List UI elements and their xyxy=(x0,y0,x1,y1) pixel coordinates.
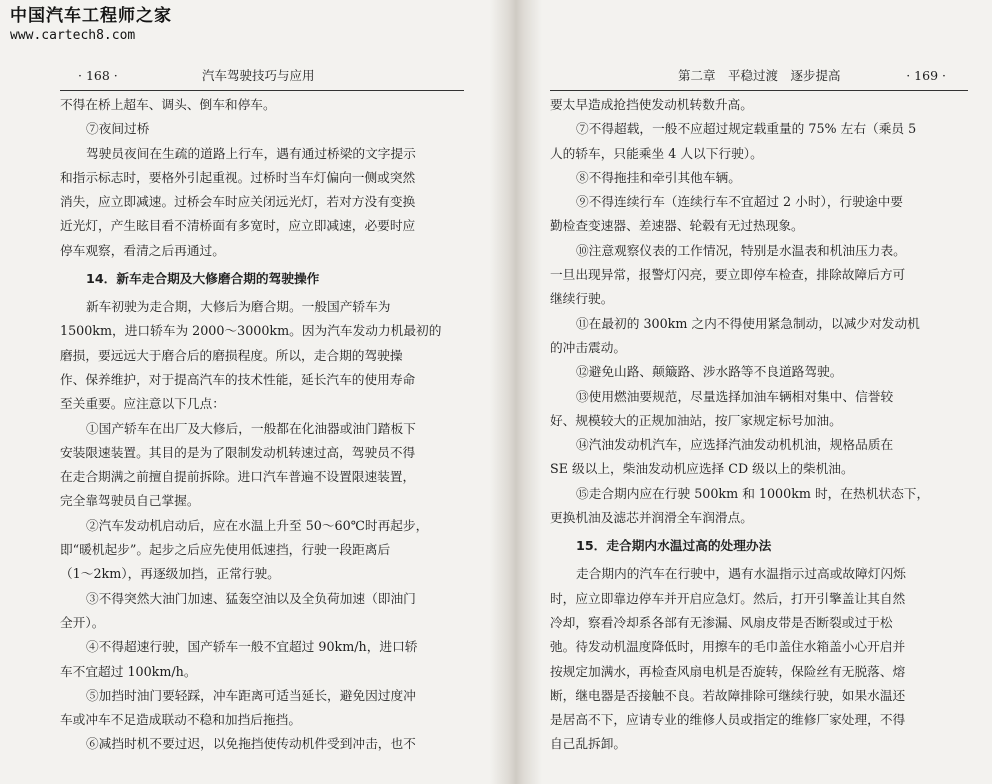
text-line: ①国产轿车在出厂及大修后，一般都在化油器或油门踏板下 xyxy=(86,420,416,436)
text-line: ②汽车发动机启动后，应在水温上升至 50～60℃时再起步， xyxy=(86,517,429,533)
site-watermark xyxy=(10,5,172,44)
text-line: 时，应立即靠边停车并开启应急灯。然后，打开引擎盖让其自然 xyxy=(550,590,906,606)
text-line: 是居高不下，应请专业的维修人员或指定的维修厂家处理，不得 xyxy=(550,712,906,728)
left-page-number: · 168 · xyxy=(78,68,118,83)
text-line: ⑧不得拖挂和牵引其他车辆。 xyxy=(576,169,741,185)
text-line: ⑮走合期内应在行驶 500km 和 1000km 时，在热机状态下， xyxy=(576,485,930,501)
right-header-title: 第二章 平稳过渡 逐步提高 xyxy=(678,68,841,83)
left-header-title: 汽车驾驶技巧与应用 xyxy=(202,68,315,83)
text-line: 停车观察，看清之后再通过。 xyxy=(60,242,225,258)
text-line: 安装限速装置。其目的是为了限制发动机转速过高，驾驶员不得 xyxy=(60,444,416,460)
text-line: 在走合期满之前擅自提前拆除。进口汽车普遍不设置限速装置， xyxy=(60,469,416,485)
text-line: 人的轿车，只能乘坐 4 人以下行驶）。 xyxy=(550,145,763,161)
right-page-number: · 169 · xyxy=(906,68,946,83)
right-page-body xyxy=(550,93,968,757)
text-line: 全开）。 xyxy=(60,614,105,630)
text-line: 一旦出现异常，报警灯闪亮，要立即停车检查，排除故障后方可 xyxy=(550,267,906,283)
text-line: 消失，应立即减速。过桥会车时应关闭远光灯，若对方没有变换 xyxy=(60,194,416,210)
text-line: 即“暖机起步”。起步之后应先使用低速挡，行驶一段距离后 xyxy=(60,542,391,558)
left-page-body xyxy=(60,93,464,757)
text-line: 的冲击震动。 xyxy=(550,339,627,355)
text-line: 驾驶员夜间在生疏的道路上行车，遇有通过桥梁的文字提示 xyxy=(86,145,416,161)
text-line: 1500km，进口轿车为 2000～3000km。因为汽车发动力机最初的 xyxy=(60,323,442,339)
text-line: 要太早造成抢挡使发动机转数升高。 xyxy=(550,97,753,112)
text-line: （1～2km），再逐级加挡，正常行驶。 xyxy=(60,566,280,582)
watermark-site-name: 中国汽车工程师之家 xyxy=(10,6,172,26)
book-gutter xyxy=(490,0,542,784)
text-line: ⑥减挡时机不要过迟，以免拖挡使传动机件受到冲击，也不 xyxy=(86,736,416,752)
right-page xyxy=(550,62,968,784)
text-line: ⑪在最初的 300km 之内不得使用紧急制动，以减少对发动机 xyxy=(576,315,920,331)
text-line: ⑨不得连续行车（连续行车不宜超过 2 小时），行驶途中要 xyxy=(576,194,903,210)
text-line: 磨损，要远远大于磨合后的磨损程度。所以，走合期的驾驶操 xyxy=(60,347,403,363)
text-line: 断，继电器是否接触不良。若故障排除可继续行驶，如果水温还 xyxy=(550,687,906,703)
text-line: ⑦不得超载，一般不应超过规定载重量的 75% 左右（乘员 5 xyxy=(576,121,917,137)
text-line: SE 级以上，柴油发动机应选择 CD 级以上的柴机油。 xyxy=(550,461,854,477)
section-heading-14: 14．新车走合期及大修磨合期的驾驶操作 xyxy=(86,271,320,287)
left-page-header xyxy=(60,62,464,91)
text-line: ⑫避免山路、颠簸路、涉水路等不良道路驾驶。 xyxy=(576,364,843,380)
text-line: ⑤加挡时油门要轻踩，冲车距离可适当延长，避免因过度冲 xyxy=(86,687,416,703)
text-line: ⑭汽油发动机汽车，应选择汽油发动机机油，规格品质在 xyxy=(576,437,894,453)
text-line: 冷却，察看冷却系各部有无渗漏、风扇皮带是否断裂或过于松 xyxy=(550,614,893,630)
text-line: ③不得突然大油门加速、猛轰空油以及全负荷加速（即油门 xyxy=(86,590,416,606)
text-line: 勤检查变速器、差速器、轮毂有无过热现象。 xyxy=(550,218,804,234)
text-line: 不得在桥上超车、调头、倒车和停车。 xyxy=(60,97,276,112)
text-line: ④不得超速行驶，国产轿车一般不宜超过 90km/h，进口轿 xyxy=(86,639,418,655)
left-page xyxy=(60,62,464,784)
text-line: 作、保养维护，对于提高汽车的技术性能，延长汽车的使用寿命 xyxy=(60,371,416,387)
text-line: 按规定加满水，再检查风扇电机是否旋转，保险丝有无脱落、熔 xyxy=(550,663,906,679)
text-line: 走合期内的汽车在行驶中，遇有水温指示过高或故障灯闪烁 xyxy=(576,566,906,582)
text-line: 自己乱拆卸。 xyxy=(550,736,627,752)
text-line: ⑬使用燃油要规范，尽量选择加油车辆相对集中、信誉较 xyxy=(576,388,894,404)
text-line: 继续行驶。 xyxy=(550,291,614,307)
text-line: 好、规模较大的正规加油站，按厂家规定标号加油。 xyxy=(550,412,842,428)
text-line: 新车初驶为走合期，大修后为磨合期。一般国产轿车为 xyxy=(86,299,391,315)
text-line: 完全靠驾驶员自己掌握。 xyxy=(60,493,200,509)
section-heading-15: 15．走合期内水温过高的处理办法 xyxy=(576,538,772,554)
text-line: 车不宜超过 100km/h。 xyxy=(60,663,197,679)
right-page-header xyxy=(550,62,968,91)
text-line: 弛。待发动机温度降低时，用擦车的毛巾盖住水箱盖小心开启并 xyxy=(550,639,906,655)
subheading-night-bridge: ⑦夜间过桥 xyxy=(86,121,150,137)
text-line: 至关重要。应注意以下几点： xyxy=(60,396,225,412)
text-line: ⑩注意观察仪表的工作情况，特别是水温表和机油压力表。 xyxy=(576,242,906,258)
text-line: 和指示标志时，要格外引起重视。过桥时当车灯偏向一侧或突然 xyxy=(60,169,416,185)
watermark-url: www.cartech8.com xyxy=(10,28,136,43)
text-line: 近光灯，产生眩目看不清桥面有多宽时，应立即减速，必要时应 xyxy=(60,218,416,234)
text-line: 更换机油及滤芯并润滑全车润滑点。 xyxy=(550,510,753,526)
text-line: 车或冲车不足造成联动不稳和加挡后拖挡。 xyxy=(60,712,302,728)
